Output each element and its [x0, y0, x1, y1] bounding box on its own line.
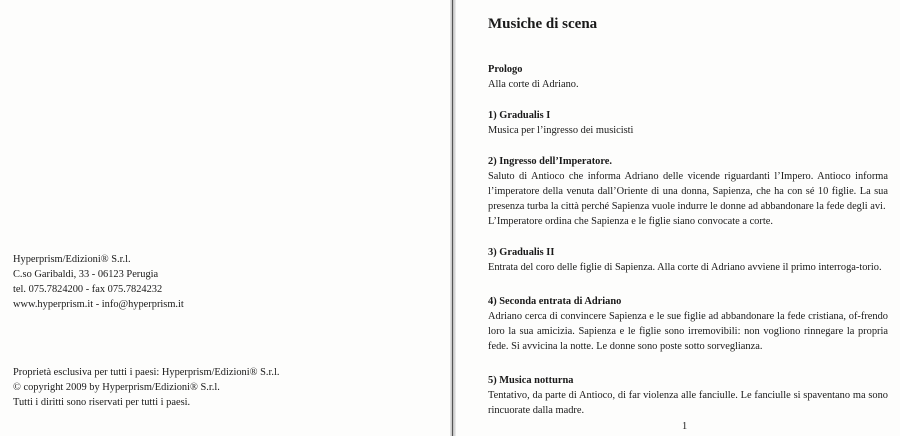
rights-copyright: © copyright 2009 by Hyperprism/Edizioni® S.r.l. [13, 382, 220, 393]
publisher-web: www.hyperprism.it - info@hyperprism.it [13, 299, 184, 310]
publisher-name: Hyperprism/Edizioni® S.r.l. [13, 254, 131, 265]
page-number: 1 [682, 421, 688, 432]
publisher-address: C.so Garibaldi, 33 - 06123 Perugia [13, 269, 159, 280]
section-text: Tentativo, da parte di Antioco, di far violenza alle fanciulle. Le fanciulle si spaventano ma sono rincuorate dalla madre. [488, 390, 888, 416]
rights-reserved: Tutti i diritti sono riservati per tutti i paesi. [13, 397, 191, 408]
page-title: Musiche di scena [488, 16, 598, 32]
section-ingresso-imperatore [488, 154, 888, 229]
section-seconda-entrata [488, 294, 888, 354]
section-text: Saluto di Antioco che informa Adriano delle vicende riguardanti l’Impero. Antioco informa l’imperatore della venuta dall’Oriente di una donna, Sapienza, che ha con sé 10 figlie. La sua presenza turba la città perché Sapienza vuole indurre le donne ad abbandonare la fede degli avi. L’Imperatore ordina che Sapienza e le figlie siano convocate a corte. [488, 171, 888, 227]
section-text: Alla corte di Adriano. [488, 79, 579, 90]
publisher-phone: tel. 075.7824200 - fax 075.7824232 [13, 284, 163, 295]
section-text: Musica per l’ingresso dei musicisti [488, 125, 634, 136]
gutter-fold-line [452, 0, 453, 436]
right-page [456, 0, 900, 436]
section-title: 4) Seconda entrata di Adriano [488, 296, 622, 307]
section-musica-notturna [488, 373, 888, 418]
section-title: 1) Gradualis I [488, 110, 551, 121]
section-text: Entrata del coro delle figlie di Sapienza. Alla corte di Adriano avviene il primo interroga-torio. [488, 262, 882, 273]
section-text: Adriano cerca di convincere Sapienza e le sue figlie ad abbandonare la fede cristiana, of-frendo loro la sua amicizia. Sapienza e le figlie sono irremovibili: non vogliono rinnegare la propria fede. Si avvicina la notte. Le donne sono poste sotto sorveglianza. [488, 311, 888, 352]
rights-info [13, 365, 279, 410]
publisher-info [13, 252, 184, 312]
rights-ownership: Proprietà esclusiva per tutti i paesi: Hyperprism/Edizioni® S.r.l. [13, 367, 280, 378]
section-title: 3) Gradualis II [488, 247, 555, 258]
scene-list [488, 62, 888, 434]
section-title: Prologo [488, 64, 523, 75]
section-gradualis-2 [488, 245, 888, 275]
section-gradualis-1 [488, 108, 888, 138]
section-prologo [488, 62, 888, 92]
section-title: 2) Ingresso dell’Imperatore. [488, 156, 612, 167]
section-title: 5) Musica notturna [488, 375, 574, 386]
